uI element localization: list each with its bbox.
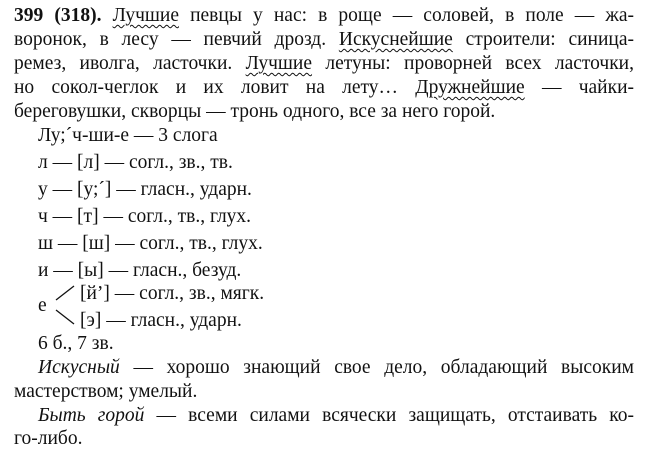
text-fragment: ремез, иволга, ласточки. (14, 53, 233, 74)
definition-term: Быть горой (38, 405, 145, 426)
letter-e: е (38, 295, 47, 316)
exercise-line-1 (14, 4, 634, 28)
text-fragment: береговушки, скворцы — тронь одного, все за него горой. (14, 101, 496, 122)
definition-2-line-1 (38, 404, 634, 428)
text-fragment: летуны: проворней всех ласточки, (325, 53, 634, 74)
text-fragment: — чайки- (541, 77, 635, 98)
exercise-line-3 (14, 52, 634, 76)
text-fragment: воронок, в лесу — певчий дрозд. (14, 29, 327, 50)
analysis-row: ч — [т] — согл., тв., глух. (38, 206, 252, 227)
exercise-line-5 (14, 100, 495, 124)
definition-1-line-2: мастерством; умелый. (14, 381, 198, 402)
text-fragment: — всеми силами всячески защищать, отстаивать ко- (156, 405, 634, 426)
underlined-word-iskusneyshie: Искуснейшие (338, 29, 453, 50)
analysis-row: и — [ы] — гласн., безуд. (38, 260, 242, 281)
exercise-number: 399 (318). (14, 5, 102, 26)
exercise-line-2 (14, 28, 634, 52)
branch-lines-icon (54, 284, 78, 330)
text-fragment: — хорошо знающий свое дело, обладающий высоким (133, 357, 635, 378)
analysis-row: л — [л] — согл., зв., тв. (38, 152, 233, 173)
analysis-row-e1: [й’] — согл., зв., мягк. (80, 283, 265, 304)
definition-1-line-1 (38, 356, 634, 380)
definition-2-line-2: го-либо. (14, 428, 83, 449)
underlined-word-luchshie: Лучшие (112, 5, 179, 26)
exercise-line-4 (14, 76, 634, 100)
word-syllables: Лу;´ч-ши-е — 3 слога (38, 125, 218, 146)
definition-term: Искусный (38, 357, 120, 378)
analysis-row-e2: [э] — гласн., ударн. (80, 310, 242, 331)
text-fragment: но сокол-чеглок и их ловит на лету… (14, 77, 399, 98)
analysis-row: у — [у;´] — гласн., ударн. (38, 179, 252, 200)
text-fragment: певцы у нас: в роще — соловей, в поле — жа- (190, 5, 635, 26)
analysis-summary: 6 б., 7 зв. (38, 333, 114, 354)
underlined-word-luchshie-2: Лучшие (245, 53, 313, 74)
text-fragment: строители: синица- (465, 29, 634, 50)
underlined-word-druzhneyshie: Дружнейшие (415, 77, 525, 98)
analysis-row: ш — [ш] — согл., тв., глух. (38, 233, 263, 254)
